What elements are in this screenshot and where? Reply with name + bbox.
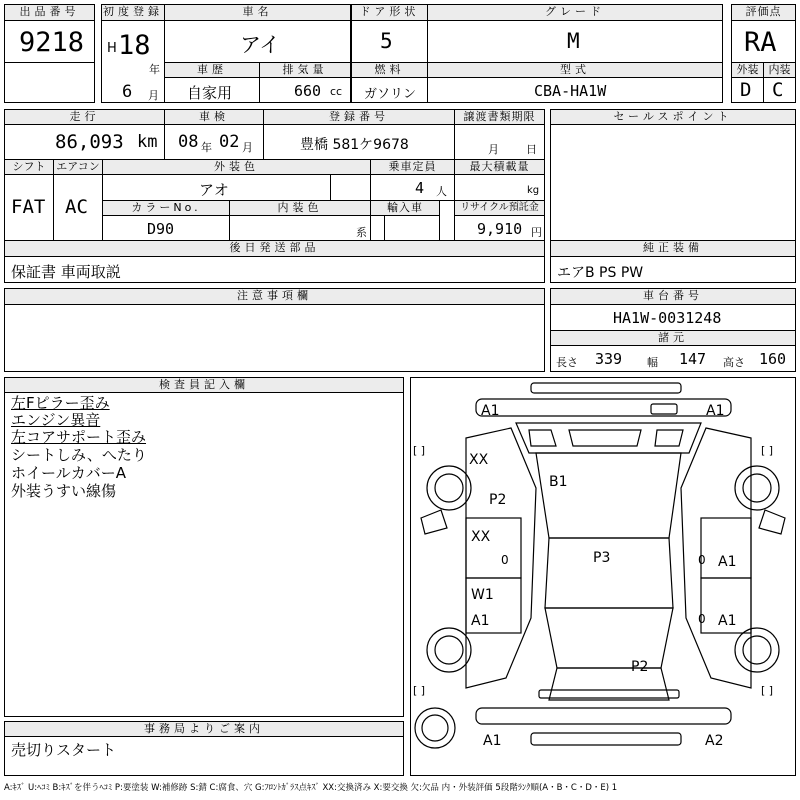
lot-number: 9218 [19, 27, 85, 58]
year-unit: 年 [149, 63, 160, 76]
int-color-unit: 系 [356, 226, 367, 239]
doors: 5 [380, 29, 393, 53]
height-label: 高さ [723, 356, 745, 369]
mileage: 86,093 [55, 131, 124, 153]
seats: 4 [415, 179, 425, 197]
interior-score: C [772, 79, 784, 101]
parts-label: 後日発送部品 [4, 240, 545, 257]
first-reg-box [101, 20, 165, 103]
roof [545, 538, 673, 608]
mark-xx-2: XX [471, 529, 491, 545]
mark-zero-l1: 0 [501, 553, 509, 567]
rear-glass [545, 608, 673, 668]
spare-wheel [415, 708, 455, 748]
recycle-label: リサイクル預託金 [454, 200, 545, 216]
exterior-label: 外装 [731, 62, 764, 78]
inspector-line-2: エンジン異音 [11, 411, 101, 429]
model-box [427, 77, 723, 103]
ac: AC [65, 196, 88, 218]
shift: FAT [11, 196, 46, 218]
displacement-label: 排気量 [259, 62, 351, 78]
shift-box [4, 174, 54, 241]
recycle-unit: 円 [531, 226, 542, 239]
grade-box [427, 20, 723, 63]
windshield [536, 453, 681, 538]
plate-label: 登録番号 [263, 109, 455, 125]
mark-w1: W1 [471, 587, 494, 603]
fuel-box [351, 77, 428, 103]
chassis-label: 車台番号 [550, 288, 796, 305]
fuel: ガソリン [364, 87, 417, 102]
exterior-box [731, 77, 764, 103]
length-label: 長さ [556, 356, 578, 369]
color-box [102, 174, 331, 201]
fuel-label: 燃料 [351, 62, 428, 78]
right-body [681, 428, 751, 688]
notes-box [4, 304, 545, 372]
inspection-month-unit: 月 [242, 141, 253, 154]
office-text: 売切りスタート [11, 741, 117, 759]
grade: M [567, 29, 580, 53]
color-no-label: カラーNo. [102, 200, 230, 216]
exterior-score: D [740, 79, 752, 101]
color-no: D90 [147, 220, 175, 238]
era: H [107, 41, 117, 56]
car-diagram-svg [411, 378, 795, 775]
ac-box [53, 174, 103, 241]
inspector-line-6: 外装うすい線傷 [11, 482, 117, 500]
displacement: 660 [294, 82, 322, 100]
width: 147 [679, 350, 707, 368]
dims-box [550, 345, 796, 372]
inspection-label: 車検 [164, 109, 264, 125]
transfer-day: 日 [526, 143, 537, 156]
options-label: 純正装備 [550, 240, 796, 257]
score-box [731, 20, 796, 63]
options-text: エアB PS PW [557, 265, 644, 281]
chassis-box [550, 304, 796, 331]
notes-label: 注意事項欄 [4, 288, 545, 305]
transfer-label: 譲渡書類期限 [454, 109, 545, 125]
ac-label: エアコン [53, 159, 103, 175]
doors-box [351, 20, 428, 63]
doors-label: ドア形状 [351, 4, 428, 21]
month-unit: 月 [148, 89, 159, 102]
wheel-front-left [427, 466, 471, 510]
score: RA [744, 27, 777, 58]
wheel-front-right [735, 466, 779, 510]
mileage-box [4, 124, 165, 160]
mark-a2-rear-right: A2 [705, 733, 724, 749]
lot-blank [4, 62, 95, 103]
car-name-label: 車名 [164, 4, 351, 21]
model: CBA-HA1W [534, 82, 607, 100]
int-color-box [229, 215, 371, 241]
interior-label: 内装 [763, 62, 796, 78]
history-box [164, 77, 260, 103]
height: 160 [759, 350, 787, 368]
seats-unit: 人 [436, 185, 447, 198]
trunk [549, 668, 669, 700]
car-diagram [410, 377, 796, 776]
lot-label: 出品番号 [4, 4, 95, 21]
front-panel [476, 399, 731, 416]
color-no-box [102, 215, 230, 241]
lot-box [4, 20, 95, 63]
mark-zero-r1: 0 [698, 553, 706, 567]
plate-box [263, 124, 455, 160]
seats-box [370, 174, 455, 201]
transfer-month: 月 [488, 143, 499, 156]
import-label: 輸入車 [370, 200, 440, 216]
int-color-label: 内装色 [229, 200, 371, 216]
wheel-rear-left [427, 628, 471, 672]
parts-text: 保証書 車両取説 [11, 263, 121, 281]
chassis-number: HA1W-0031248 [613, 309, 722, 327]
mark-b1: B1 [549, 474, 568, 490]
interior-box [763, 77, 796, 103]
mark-p2-1: P2 [489, 492, 507, 508]
dims-label: 諸元 [550, 330, 796, 346]
width-label: 幅 [647, 356, 658, 369]
first-reg-month: 6 [122, 82, 133, 102]
inspection-month: 02 [219, 132, 240, 152]
inspection-year-unit: 年 [201, 141, 212, 154]
recycle: 9,910 [477, 220, 523, 238]
sales-point-label: セールスポイント [550, 109, 796, 125]
import-box-b [384, 215, 440, 241]
left-front-door [466, 518, 521, 578]
hood [516, 423, 701, 453]
displacement-box [259, 77, 351, 103]
rear-bumper [531, 733, 681, 745]
inspector-line-5: ホイールカバーA [11, 464, 126, 482]
rear-panel [476, 708, 731, 724]
mileage-label: 走行 [4, 109, 165, 125]
load-unit: kg [527, 185, 540, 196]
car-name: アイ [240, 33, 281, 57]
mark-a1-rear-left: A1 [483, 733, 502, 749]
car-name-box [164, 20, 351, 63]
office-label: 事務局よりご案内 [4, 721, 404, 737]
length: 339 [595, 350, 623, 368]
shift-label: シフト [4, 159, 54, 175]
mark-a1-front-left: A1 [481, 403, 500, 419]
front-bumper [531, 383, 681, 393]
mark-a1-right-2: A1 [718, 613, 737, 629]
model-label: 型式 [427, 62, 723, 78]
options-box [550, 256, 796, 283]
mark-a1-left-2: A1 [471, 613, 490, 629]
score-label: 評価点 [731, 4, 796, 21]
history-label: 車歴 [164, 62, 260, 78]
plate-number: 豊橋 581ケ9678 [300, 137, 409, 153]
inspection-box [164, 124, 264, 160]
office-box [4, 736, 404, 776]
wheel-rear-right [735, 628, 779, 672]
mark-zero-r2: 0 [698, 612, 706, 626]
mark-p3: P3 [593, 550, 611, 566]
mark-xx-1: XX [469, 452, 489, 468]
mark-a1-right-1: A1 [718, 554, 737, 570]
front-lamp [651, 404, 677, 414]
first-reg-label: 初度登録 [101, 4, 165, 21]
import-box-a [370, 215, 385, 241]
bracket-3: [ ] [413, 684, 426, 697]
color-label: 外装色 [102, 159, 371, 175]
parts-box [4, 256, 545, 283]
legend: A:ｷｽﾞ U:ﾍｺﾐ B:ｷｽﾞを伴うﾍｺﾐ P:要塗装 W:補修跡 S:錆 C:腐食、穴 G:ﾌﾛﾝﾄｶﾞﾗｽ点ｷｽﾞ XX:交換済み X:要交換 欠:欠品 内・外装評価 5段階ﾗﾝｸ順(A・B・C・D・E) 1 [4, 783, 618, 793]
inspection-year: 08 [178, 132, 199, 152]
seats-label: 乗車定員 [370, 159, 455, 175]
inspector-line-4: シートしみ、へたり [11, 446, 147, 464]
bracket-4: [ ] [761, 684, 774, 697]
inspector-line-3: 左コアサポート歪み [11, 428, 147, 446]
grade-label: グレード [427, 4, 723, 21]
color: アオ [199, 181, 229, 199]
load-label: 最大積載量 [454, 159, 545, 175]
load-box [454, 174, 545, 201]
first-reg-year: 18 [118, 30, 151, 61]
recycle-box [454, 215, 545, 241]
inspector-label: 検査員記入欄 [4, 377, 404, 393]
sales-point-box [550, 124, 796, 241]
displacement-unit: cc [330, 85, 343, 98]
mark-p2-2: P2 [631, 659, 649, 675]
inspector-line-1: 左Fピラー歪み [11, 394, 110, 412]
mark-a1-front-right: A1 [706, 403, 725, 419]
color-extra [330, 174, 371, 201]
mileage-unit: km [137, 132, 158, 152]
bracket-1: [ ] [413, 444, 426, 457]
bracket-2: [ ] [761, 444, 774, 457]
transfer-box [454, 124, 545, 160]
history: 自家用 [187, 84, 233, 102]
inspector-box [4, 392, 404, 717]
